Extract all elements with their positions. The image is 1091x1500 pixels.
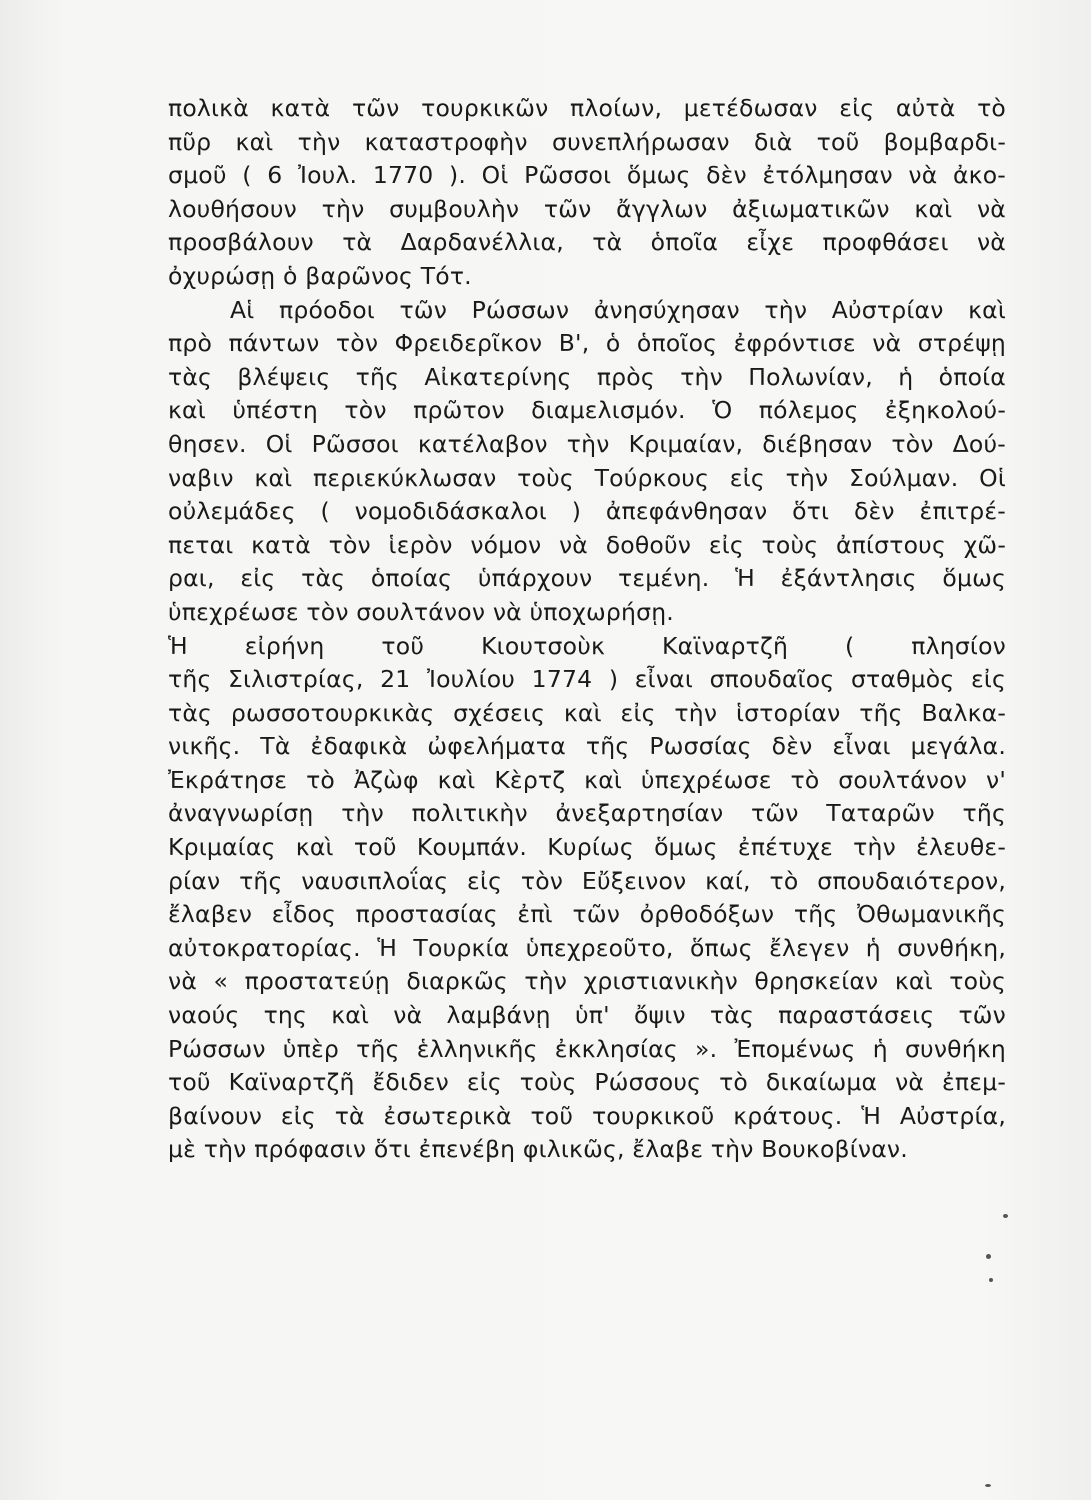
scan-speck [986,1254,991,1259]
text-line: θησεν. Οἱ Ρῶσσοι κατέλαβον τὴν Κριμαίαν, διέβησαν τὸν Δού- [168,429,1006,458]
text-line: μὲ τὴν πρόφασιν ὅτι ἐπενέβη φιλικῶς, ἔλαβε τὴν Βουκοβίναν. [168,1135,908,1164]
text-line: ραι, εἰς τὰς ὁποίας ὑπάρχουν τεμένη. Ἡ ἐξάντλησις ὅμως [168,564,1006,593]
text-line: βαίνουν εἰς τὰ ἐσωτερικὰ τοῦ τουρκικοῦ κράτους. Ἡ Αὐστρία, [168,1101,1006,1130]
text-line: Αἱ πρόοδοι τῶν Ρώσσων ἀνησύχησαν τὴν Αὐστρίαν καὶ [230,295,1006,324]
text-line: τοῦ Καϊναρτζῆ ἔδιδεν εἰς τοὺς Ρώσσους τὸ δικαίωμα νὰ ἐπεμ- [168,1068,1006,1097]
text-line: πῦρ καὶ τὴν καταστροφὴν συνεπλήρωσαν διὰ τοῦ βομβαρδι- [168,127,1006,156]
text-line: οὐλεμάδες ( νομοδιδάσκαλοι ) ἀπεφάνθησαν ὅτι δὲν ἐπιτρέ- [168,497,1006,526]
text-line: Ἡ εἰρήνη τοῦ Κιουτσοὺκ Καϊναρτζῆ ( πλησίον [168,631,1006,660]
body-text [168,92,1006,1167]
text-line: νικῆς. Τὰ ἐδαφικὰ ὠφελήματα τῆς Ρωσσίας δὲν εἶναι μεγάλα. [168,732,1006,761]
text-line: σμοῦ ( 6 Ἰουλ. 1770 ). Οἱ Ρῶσσοι ὅμως δὲν ἐτόλμησαν νὰ ἀκο- [168,161,1006,190]
text-line: ὑπεχρέωσε τὸν σουλτάνον νὰ ὑποχωρήσῃ. [168,597,674,626]
text-line: Κριμαίας καὶ τοῦ Κουμπάν. Κυρίως ὅμως ἐπέτυχε τὴν ἐλευθε- [168,833,1006,862]
text-line: ναβιν καὶ περιεκύκλωσαν τοὺς Τούρκους εἰς τὴν Σούλμαν. Οἱ [168,463,1006,492]
text-line: τῆς Σιλιστρίας, 21 Ἰουλίου 1774 ) εἶναι σπουδαῖος σταθμὸς εἰς [168,665,1006,694]
scan-speck [985,1484,991,1487]
text-line: αὐτοκρατορίας. Ἡ Τουρκία ὑπεχρεοῦτο, ὅπως ἔλεγεν ἡ συνθήκη, [168,933,1006,962]
text-line: τὰς βλέψεις τῆς Αἰκατερίνης πρὸς τὴν Πολωνίαν, ἡ ὁποία [168,362,1006,391]
scan-speck [1003,1214,1008,1218]
text-line: πρὸ πάντων τὸν Φρειδερῖκον Β', ὁ ὁποῖος ἐφρόντισε νὰ στρέψῃ [168,329,1006,358]
text-line: Ρώσσων ὑπὲρ τῆς ἑλληνικῆς ἐκκλησίας ». Ἐπομένως ἡ συνθήκη [168,1034,1006,1063]
text-line: ἔλαβεν εἶδος προστασίας ἐπὶ τῶν ὀρθοδόξων τῆς Ὀθωμανικῆς [168,900,1006,929]
text-line: λουθήσουν τὴν συμβουλὴν τῶν ἄγγλων ἀξιωματικῶν καὶ νὰ [168,194,1006,223]
text-line: ὀχυρώσῃ ὁ βαρῶνος Τότ. [168,261,472,290]
text-line: ναούς της καὶ νὰ λαμβάνῃ ὑπ' ὄψιν τὰς παραστάσεις τῶν [168,1001,1006,1030]
scan-speck [989,1278,993,1282]
text-line: νὰ « προστατεύῃ διαρκῶς τὴν χριστιανικὴν θρησκείαν καὶ τοὺς [168,967,1006,996]
text-line: πολικὰ κατὰ τῶν τουρκικῶν πλοίων, μετέδωσαν εἰς αὐτὰ τὸ [168,94,1006,122]
text-line: Ἐκράτησε τὸ Ἀζὼφ καὶ Κὲρτζ καὶ ὑπεχρέωσε τὸ σουλτάνον ν' [168,765,1006,794]
text-line: τὰς ρωσσοτουρκικὰς σχέσεις καὶ εἰς τὴν ἱστορίαν τῆς Βαλκα- [168,698,1006,727]
text-line: προσβάλουν τὰ Δαρδανέλλια, τὰ ὁποῖα εἶχε προφθάσει νὰ [168,228,1006,257]
text-line: πεται κατὰ τὸν ἱερὸν νόμον νὰ δοθοῦν εἰς τοὺς ἀπίστους χῶ- [168,530,1006,559]
text-line: ἀναγνωρίσῃ τὴν πολιτικὴν ἀνεξαρτησίαν τῶν Ταταρῶν τῆς [168,799,1006,828]
text-line: καὶ ὑπέστη τὸν πρῶτον διαμελισμόν. Ὁ πόλεμος ἐξηκολού- [168,396,1006,425]
text-line: ρίαν τῆς ναυσιπλοΐας εἰς τὸν Εὔξεινον καί, τὸ σπουδαιότερον, [168,866,1006,895]
